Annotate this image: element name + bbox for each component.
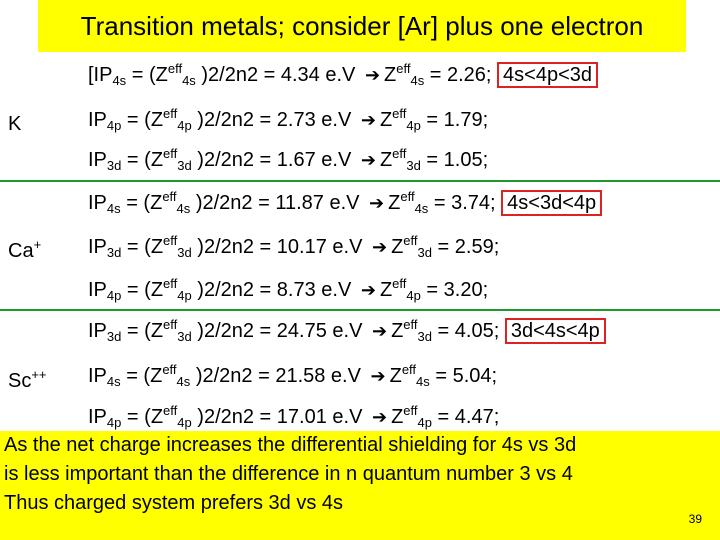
equation-text: = 3.74; (428, 192, 502, 214)
equation-text: 4p (106, 118, 122, 133)
equation-text: Z (391, 406, 404, 428)
equation-text: 3d (406, 158, 421, 173)
equation-text: 3d (417, 245, 432, 260)
equation-text: eff (403, 317, 418, 332)
equation-text: 3d (106, 245, 122, 260)
equation-text: 4s (176, 374, 191, 389)
arrow-right-icon: ➔ (369, 193, 385, 213)
arrow-right-icon: ➔ (371, 237, 388, 257)
equation-text: 3d (417, 329, 432, 344)
equation-text: )2/2n2 = 2.73 e.V (191, 109, 357, 131)
equation-text: 4p (106, 288, 122, 303)
equation-text: 4s (416, 374, 430, 389)
equation-text: eff (162, 189, 177, 204)
equation-text: = 5.04; (429, 365, 498, 387)
page-number: 39 (688, 512, 702, 526)
equation-text: eff (396, 61, 411, 76)
equation-text: eff (163, 233, 178, 248)
equation-text: 4s (112, 73, 127, 88)
ca-row-4p (88, 276, 489, 303)
equation-text: = (Z (120, 192, 163, 214)
separator-line (0, 180, 720, 182)
equation-text: IP (88, 279, 107, 301)
equation-text: eff (400, 189, 415, 204)
orbital-order-sc: 3d<4s<4p (505, 318, 606, 344)
conclusion-box (0, 431, 720, 540)
arrow-right-icon: ➔ (364, 65, 381, 85)
equation-text: )2/2n2 = 8.73 e.V (191, 279, 357, 301)
species-label-sc: Sc++ (8, 367, 47, 392)
equation-text: = (Z (121, 406, 164, 428)
equation-text: )2/2n2 = 10.17 e.V (191, 236, 368, 258)
equation-text: 4p (406, 118, 421, 133)
equation-text: = (Z (126, 64, 168, 86)
ca-row-4s (88, 189, 602, 216)
equation-text: = 3.20; (420, 279, 489, 301)
equation-text: Z (379, 109, 393, 131)
equation-text: = (Z (121, 109, 164, 131)
equation-text: = 2.59; (431, 236, 500, 258)
equation-text: = 4.05; (431, 320, 505, 342)
equation-text: 4p (177, 415, 192, 430)
equation-text: eff (392, 276, 407, 291)
equation-text: IP (88, 109, 107, 131)
equation-text: eff (403, 233, 418, 248)
arrow-right-icon: ➔ (371, 321, 388, 341)
k-row-4p (88, 106, 489, 133)
equation-text: = 2.26; (424, 64, 498, 86)
equation-text: eff (163, 276, 178, 291)
species-label-k: K (8, 113, 22, 135)
ca-row-3d (88, 233, 500, 260)
equation-text: 4p (417, 415, 432, 430)
equation-text: eff (163, 146, 178, 161)
equation-text: IP (88, 406, 107, 428)
sc-row-3d (88, 317, 606, 344)
equation-text: Z (388, 192, 401, 214)
conclusion-line: is less important than the difference in n quantum number 3 vs 4 (4, 463, 573, 485)
equation-text: = 1.05; (420, 149, 489, 171)
equation-text: = (Z (121, 236, 164, 258)
equation-text: 3d (177, 329, 192, 344)
arrow-right-icon: ➔ (370, 366, 386, 386)
equation-text: Z (379, 149, 393, 171)
equation-text: eff (392, 106, 407, 121)
equation-text: Z (384, 64, 397, 86)
equation-text: )2/2n2 = 1.67 e.V (191, 149, 357, 171)
conclusion-line: As the net charge increases the differential shielding for 4s vs 3d (4, 434, 577, 456)
arrow-right-icon: ➔ (360, 110, 376, 130)
equation-text: 4p (177, 288, 192, 303)
equation-text: = 1.79; (420, 109, 489, 131)
equation-text: = 4.47; (431, 406, 500, 428)
slide-title-box (38, 0, 686, 52)
equation-text: IP (88, 320, 107, 342)
arrow-right-icon: ➔ (360, 150, 376, 170)
equation-text: eff (403, 403, 418, 418)
equation-text: )2/2n2 = 11.87 e.V (190, 192, 366, 214)
equation-text: eff (163, 317, 178, 332)
equation-text: )2/2n2 = 24.75 e.V (191, 320, 368, 342)
equation-text: 3d (177, 245, 192, 260)
equation-text: 4p (106, 415, 122, 430)
sc-row-4s (88, 362, 498, 389)
equation-text: eff (392, 146, 407, 161)
equation-text: = (Z (121, 149, 164, 171)
equation-text: 4p (406, 288, 421, 303)
conclusion-line: Thus charged system prefers 3d vs 4s (4, 492, 344, 514)
equation-text: IP (88, 236, 107, 258)
equation-text: )2/2n2 = 17.01 e.V (191, 406, 368, 428)
equation-text: Z (389, 365, 402, 387)
equation-text: Z (379, 279, 393, 301)
equation-text: 3d (106, 158, 122, 173)
arrow-right-icon: ➔ (371, 407, 388, 427)
equation-text: 3d (177, 158, 192, 173)
equation-text: Z (391, 236, 404, 258)
equation-text: 4s (182, 73, 196, 88)
separator-line (0, 309, 720, 311)
equation-text: 4s (176, 201, 191, 216)
slide-title: Transition metals; consider [Ar] plus one electron (80, 10, 644, 41)
equation-text: 4s (414, 201, 429, 216)
equation-text: Z (391, 320, 404, 342)
orbital-order-ca: 4s<3d<4p (501, 190, 602, 216)
equation-text: 4s (410, 73, 425, 88)
equation-text: 3d (106, 329, 122, 344)
equation-text: 4s (106, 201, 121, 216)
arrow-right-icon: ➔ (360, 280, 376, 300)
equation-text: IP (88, 192, 107, 214)
equation-text: eff (162, 362, 177, 377)
equation-text: eff (401, 362, 417, 377)
equation-text: )2/2n2 = 21.58 e.V (190, 365, 367, 387)
equation-text: [IP (88, 64, 113, 86)
equation-text: 4p (177, 118, 192, 133)
sc-row-4p (88, 403, 500, 430)
k-row-3d (88, 146, 489, 173)
equation-text: eff (163, 106, 178, 121)
equation-text: IP (88, 365, 107, 387)
k-row-4s (88, 61, 598, 88)
equation-text: = (Z (121, 320, 164, 342)
equation-text: eff (167, 61, 183, 76)
equation-text: IP (88, 149, 107, 171)
equation-text: = (Z (121, 279, 164, 301)
equation-text: eff (163, 403, 178, 418)
equation-text: 4s (106, 374, 121, 389)
species-label-ca: Ca+ (8, 237, 42, 262)
orbital-order-k: 4s<4p<3d (497, 62, 598, 88)
equation-text: )2/2n2 = 4.34 e.V (195, 64, 361, 86)
equation-text: = (Z (120, 365, 163, 387)
